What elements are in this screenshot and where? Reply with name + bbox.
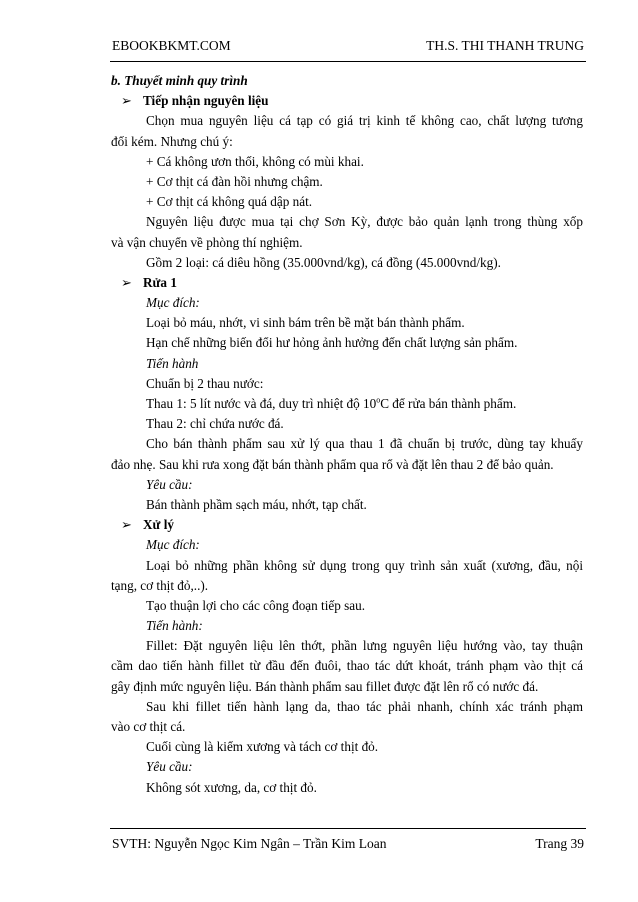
- paragraph-line: Gồm 2 loại: cá diêu hồng (35.000vnd/kg), cá đồng (45.000vnd/kg).: [146, 254, 501, 270]
- paragraph-line: Thau 2: chỉ chứa nước đá.: [146, 416, 284, 432]
- subheading-tien-hanh: Tiến hành: [146, 355, 199, 371]
- heading-text: Rửa 1: [143, 274, 177, 290]
- paragraph-line: và vận chuyển về phòng thí nghiệm.: [111, 234, 303, 250]
- footer-rule: [110, 828, 586, 829]
- arrow-bullet-icon: ➢: [121, 93, 133, 109]
- paragraph-line: Bán thành phầm sạch máu, nhớt, tạp chất.: [146, 496, 367, 512]
- page-number: Trang 39: [535, 836, 584, 851]
- heading-text: Xử lý: [143, 517, 174, 533]
- header-rule: [110, 61, 586, 62]
- paragraph-line: Tạo thuận lợi cho các công đoạn tiếp sau.: [146, 597, 365, 613]
- list-item: + Cá không ươn thối, không có mùi khai.: [146, 153, 364, 169]
- header-site: EBOOKBKMT.COM: [112, 38, 231, 53]
- paragraph-line: Không sót xương, da, cơ thịt đỏ.: [146, 779, 317, 795]
- paragraph-line: [111, 394, 583, 414]
- paragraph-line: Sau khi fillet tiến hành lạng da, thao tác phải nhanh, chính xác tránh phạm: [146, 698, 583, 714]
- superscript: o: [376, 395, 381, 405]
- heading-tiep-nhan: [111, 91, 583, 111]
- text-segment: C để rửa bán thành phẩm.: [380, 396, 517, 411]
- arrow-bullet-icon: ➢: [121, 274, 133, 290]
- heading-text: Tiếp nhận nguyên liệu: [143, 93, 269, 109]
- subheading-muc-dich: Mục đích:: [146, 295, 200, 311]
- subheading-yeu-cau: Yêu cầu:: [146, 476, 193, 492]
- paragraph-line: cầm dao tiến hành fillet từ đầu đến đuôi, thao tác dứt khoát, tránh phạm vào thịt cá: [111, 658, 583, 674]
- paragraph-line: gây định mức nguyên liệu. Bán thành phẩm sau fillet được đặt lên rổ có nước đá.: [111, 678, 539, 694]
- document-body: [111, 71, 583, 798]
- paragraph-line: đối kém. Nhưng chú ý:: [111, 133, 233, 149]
- paragraph-line: Chuẩn bị 2 thau nước:: [146, 375, 264, 391]
- paragraph-line: Nguyên liệu được mua tại chợ Sơn Kỳ, được bảo quản lạnh trong thùng xốp: [146, 214, 583, 230]
- subheading-yeu-cau: Yêu cầu:: [146, 759, 193, 775]
- paragraph-line: Loại bỏ máu, nhớt, vi sinh bám trên bề mặt bán thành phẩm.: [146, 315, 465, 331]
- subheading-muc-dich: Mục đích:: [146, 537, 200, 553]
- paragraph-line: Loại bỏ những phần không sử dụng trong quy trình sản xuất (xương, đầu, nội: [146, 557, 583, 573]
- paragraph-line: đảo nhẹ. Sau khi rưa xong đặt bán thành phẩm qua rổ và đặt lên thau 2 để bảo quản.: [111, 456, 554, 472]
- paragraph-line: vào cơ thịt cá.: [111, 719, 186, 734]
- page-header: [112, 38, 584, 58]
- footer-authors: SVTH: Nguyễn Ngọc Kim Ngân – Trần Kim Loan: [112, 836, 387, 851]
- paragraph-line: Chọn mua nguyên liệu cá tạp có giá trị kinh tế không cao, chất lượng tương: [146, 113, 583, 129]
- page-footer: [112, 836, 584, 856]
- heading-xu-ly: [111, 515, 583, 535]
- paragraph-line: Cho bán thành phẩm sau xử lý qua thau 1 đã chuẩn bị trước, dùng tay khuấy: [146, 436, 583, 452]
- paragraph-line: Hạn chế những biến đổi hư hỏng ảnh hưởng đến chất lượng sản phẩm.: [146, 335, 518, 351]
- paragraph-line: Fillet: Đặt nguyên liệu lên thớt, phần lưng nguyên liệu hướng vào, tay thuận: [146, 638, 583, 654]
- header-author: TH.S. THI THANH TRUNG: [426, 38, 584, 53]
- section-title: b. Thuyết minh quy trình: [111, 73, 248, 88]
- subheading-tien-hanh: Tiến hành:: [146, 618, 203, 634]
- list-item: + Cơ thịt cá đàn hồi nhưng chậm.: [146, 173, 323, 189]
- arrow-bullet-icon: ➢: [121, 517, 133, 533]
- text-segment: Thau 1: 5 lít nước và đá, duy trì nhiệt độ 10: [146, 396, 377, 411]
- paragraph-line: tạng, cơ thịt đỏ,..).: [111, 577, 209, 593]
- paragraph-line: Cuối cùng là kiểm xương và tách cơ thịt đỏ.: [146, 739, 379, 755]
- heading-rua-1: [111, 273, 583, 293]
- list-item: + Cơ thịt cá không quá dập nát.: [146, 194, 313, 210]
